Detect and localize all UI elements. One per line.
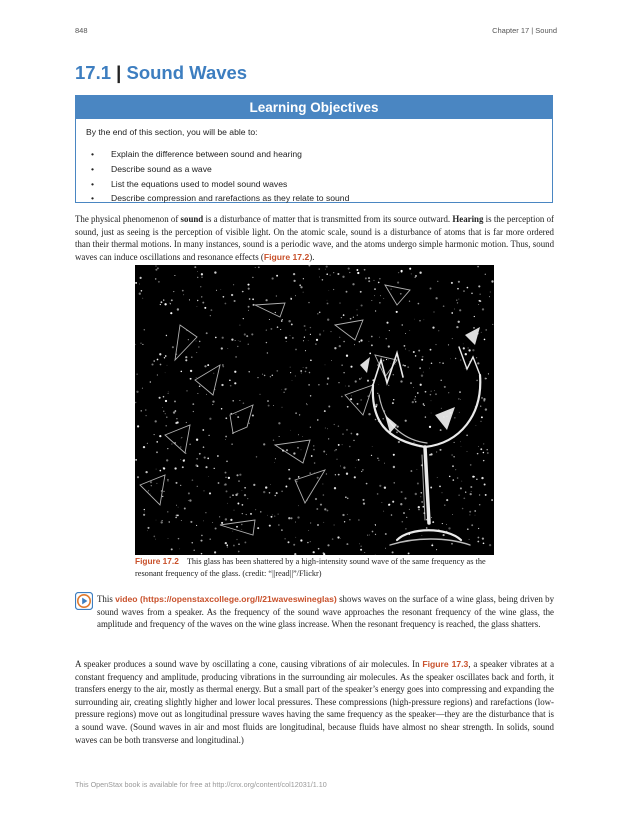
objective-item (91, 148, 349, 163)
figure-17-2-link[interactable]: Figure 17.2 (263, 251, 310, 262)
bullet-icon: • (91, 178, 95, 189)
video-link[interactable]: video (https://openstaxcollege.org/l/21waveswineglas) (115, 594, 337, 604)
page-footer: This OpenStax book is available for free at http://cnx.org/content/col12031/1.10 (75, 780, 327, 789)
objective-item (91, 192, 349, 207)
paragraph-sound-definition (75, 213, 554, 263)
shattered-glass-photo (135, 265, 494, 555)
section-number: 17.1 (75, 62, 112, 83)
objective-text: Explain the difference between sound and hearing (111, 149, 302, 159)
learning-objectives-box (75, 95, 553, 203)
text-run: A speaker produces a sound wave by oscillating a cone, causing vibrations of air molecules. In (75, 659, 423, 669)
text-run: is the perception of sound, just as seeing is the perception of visible light. On the atomic scale, sound is a disturbance of atoms that is far more ordered than their thermal motions. In many instances, sound is a periodic wave, and the atoms undergo simple harmonic motion. Thus, sound waves can induce oscillations and resonance effects ( (75, 214, 554, 262)
bullet-icon: • (91, 149, 95, 159)
objective-text: Describe sound as a wave (111, 163, 212, 174)
section-separator: | (111, 62, 127, 83)
section-name: Sound Waves (126, 62, 248, 83)
figure-caption (135, 556, 495, 579)
objective-item (91, 178, 349, 193)
video-note-paragraph (97, 593, 554, 631)
learning-objectives-list (91, 148, 349, 207)
text-run: The physical phenomenon of (75, 214, 181, 224)
objective-text: List the equations used to model sound waves (111, 178, 288, 189)
bullet-icon: • (91, 163, 95, 174)
objective-item (91, 163, 349, 178)
term-sound: sound (180, 214, 204, 224)
running-header: Chapter 17 | Sound (492, 26, 557, 35)
objective-text: Describe compression and rarefactions as they relate to sound (111, 193, 350, 204)
text-run: is a disturbance of matter that is transmitted from its source outward. (203, 214, 453, 224)
text-run: This (97, 594, 116, 604)
section-title (75, 62, 247, 84)
text-run: shows waves on the surface of a wine glass, being driven by sound waves from a speaker. As the frequency of the sound wave approaches the resonant frequency of the wine glass, the amplitude and frequency of the waves on the wine glass increase. When the resonant frequency is reached, the glass shatters. (97, 594, 555, 630)
video-play-icon[interactable] (75, 592, 93, 610)
page-number: 848 (75, 26, 88, 35)
shattered-glass-image (135, 265, 494, 555)
paragraph-speaker (75, 658, 554, 746)
text-run: , a speaker vibrates at a constant frequency and amplitude, producing vibrations in the surrounding air molecules. As the speaker oscillates back and forth, it transfers energy to the air, mostly as thermal energy. But a small part of the speaker’s energy goes into compressing and expanding the surrounding air, creating slightly higher and lower local pressures. These compressions (high-pressure regions) and rarefactions (low-pressure regions) move out as longitudinal pressure waves having the same frequency as the speaker—they are the disturbance that is a sound wave. (Sound waves in air and most fluids are longitudinal, because fluids have almost no shear strength. In solids, sound waves can be both transverse and longitudinal.) (75, 659, 555, 745)
figure-caption-text: This glass has been shattered by a high-intensity sound wave of the same frequency as the resonant frequency of the glass. (credit: “||read||”/Flickr) (135, 557, 486, 578)
learning-objectives-intro: By the end of this section, you will be able to: (86, 127, 258, 137)
text-run: ). (309, 251, 315, 262)
learning-objectives-heading: Learning Objectives (76, 96, 552, 119)
figure-17-3-link[interactable]: Figure 17.3 (422, 659, 469, 669)
figure-label: Figure 17.2 (135, 556, 179, 566)
term-hearing: Hearing (452, 214, 484, 224)
bullet-icon: • (91, 193, 95, 204)
